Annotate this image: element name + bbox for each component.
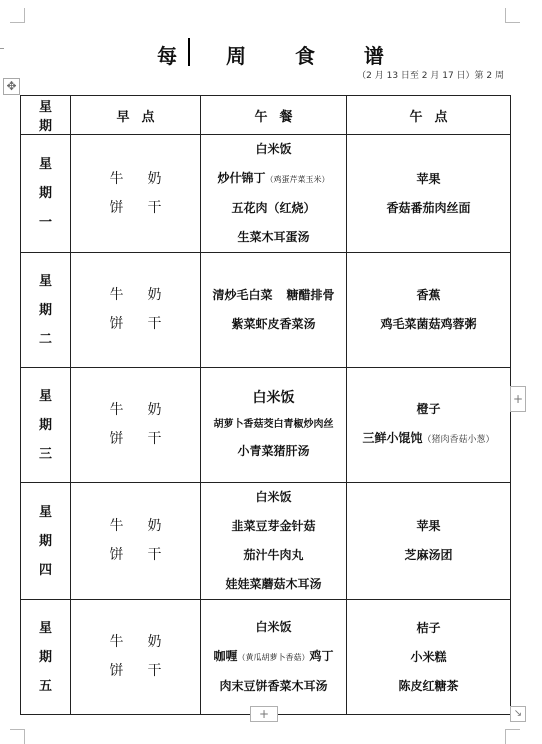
- day-char: 星: [38, 273, 52, 289]
- page-corner-mark: [10, 8, 25, 23]
- table-row: [21, 253, 511, 368]
- breakfast-cell[interactable]: [71, 135, 201, 253]
- breakfast-item: 饼干: [109, 547, 186, 563]
- lunch-item: 清炒毛白菜: [212, 288, 273, 302]
- day-char: 期: [38, 186, 52, 201]
- table-row: [21, 600, 511, 715]
- lunch-item: 小青菜猪肝汤: [237, 444, 310, 458]
- breakfast-cell[interactable]: [71, 483, 201, 600]
- day-char: 三: [38, 446, 52, 462]
- header-breakfast[interactable]: 早点: [71, 96, 201, 135]
- lunch-item: 白米饭: [255, 142, 292, 156]
- snack-item: 香菇番茄肉丝面: [386, 200, 471, 215]
- snack-cell[interactable]: [347, 483, 511, 600]
- snack-cell[interactable]: [347, 368, 511, 483]
- breakfast-item: 牛奶: [109, 287, 186, 303]
- lunch-note: （黄瓜胡萝卜香菇）: [237, 653, 310, 662]
- table-header-row: [21, 96, 511, 135]
- day-cell[interactable]: [21, 483, 71, 600]
- day-cell[interactable]: [21, 368, 71, 483]
- day-char: 星: [38, 620, 52, 636]
- add-row-button[interactable]: +: [250, 706, 278, 722]
- lunch-item: 白米饭: [252, 390, 295, 406]
- snack-cell[interactable]: [347, 600, 511, 715]
- day-char: 四: [38, 562, 52, 578]
- breakfast-item: 牛奶: [109, 634, 186, 650]
- snack-item: 香蕉: [416, 288, 441, 302]
- lunch-item: 韭菜豆芽金针菇: [231, 519, 316, 533]
- lunch-item: 咖喱: [213, 649, 238, 663]
- page-corner-mark: [505, 8, 520, 23]
- lunch-note: （鸡蛋芹菜玉米）: [265, 175, 330, 184]
- snack-item: 橙子: [416, 402, 441, 416]
- breakfast-item: 饼干: [109, 316, 186, 332]
- day-char: 期: [38, 649, 52, 665]
- breakfast-item: 牛奶: [109, 402, 186, 418]
- breakfast-item: 饼干: [109, 663, 186, 679]
- lunch-item: 炒什锦丁: [217, 171, 266, 185]
- menu-table: [20, 95, 511, 715]
- day-char: 期: [38, 533, 52, 549]
- header-snack[interactable]: 午点: [347, 96, 511, 135]
- page-corner-mark: [505, 729, 520, 744]
- lunch-cell[interactable]: [201, 253, 347, 368]
- day-char: 星: [38, 157, 52, 172]
- snack-cell[interactable]: [347, 135, 511, 253]
- table-row: [21, 483, 511, 600]
- header-day[interactable]: 星期: [21, 96, 71, 135]
- lunch-item: 紫菜虾皮香菜汤: [231, 317, 316, 331]
- lunch-item: 茄汁牛肉丸: [243, 548, 304, 562]
- day-cell[interactable]: [21, 135, 71, 253]
- snack-item: 小米糕: [410, 649, 447, 664]
- day-cell[interactable]: [21, 253, 71, 368]
- breakfast-item: 饼干: [109, 199, 186, 216]
- snack-item: 芝麻汤团: [404, 548, 453, 562]
- lunch-cell[interactable]: [201, 600, 347, 715]
- lunch-item: 白米饭: [255, 490, 292, 504]
- day-char: 期: [38, 417, 52, 433]
- date-range[interactable]: （2 月 13 日至 2 月 17 日）第 2 周: [357, 71, 504, 81]
- snack-note: （猪肉香菇小葱）: [422, 435, 495, 445]
- lunch-item: 娃娃菜蘑菇木耳汤: [225, 577, 322, 591]
- day-char: 五: [38, 678, 52, 694]
- lunch-item: 肉末豆饼香菜木耳汤: [219, 679, 328, 693]
- snack-item: 陈皮红糖茶: [398, 678, 459, 693]
- snack-cell[interactable]: [347, 253, 511, 368]
- breakfast-cell[interactable]: [71, 368, 201, 483]
- table-resize-handle-icon[interactable]: ↘: [510, 706, 526, 722]
- lunch-item: 鸡丁: [309, 649, 334, 663]
- snack-item: 苹果: [416, 519, 441, 533]
- lunch-cell[interactable]: [201, 135, 347, 253]
- breakfast-cell[interactable]: [71, 253, 201, 368]
- header-lunch[interactable]: 午餐: [201, 96, 347, 135]
- table-row: [21, 135, 511, 253]
- lunch-item: 五花肉（红烧）: [231, 201, 316, 215]
- day-char: 二: [38, 331, 52, 347]
- lunch-cell[interactable]: [201, 483, 347, 600]
- table-move-handle-icon[interactable]: ✥: [3, 78, 20, 95]
- snack-item: 鸡毛菜菌菇鸡蓉粥: [380, 317, 477, 331]
- lunch-cell[interactable]: [201, 368, 347, 483]
- snack-item: 苹果: [416, 171, 441, 186]
- lunch-item: 白米饭: [255, 620, 292, 634]
- page-title[interactable]: 每 周 食 谱: [157, 44, 405, 68]
- lunch-item: 生菜木耳蛋汤: [237, 230, 310, 244]
- snack-item: 桔子: [416, 620, 441, 635]
- day-char: 期: [38, 302, 52, 318]
- day-char: 星: [38, 388, 52, 404]
- breakfast-item: 牛奶: [109, 170, 186, 187]
- add-column-button[interactable]: +: [510, 386, 526, 412]
- day-cell[interactable]: [21, 600, 71, 715]
- day-char: 一: [38, 215, 52, 230]
- breakfast-item: 饼干: [109, 431, 186, 447]
- lunch-item: 胡萝卜香菇茭白青椒炒肉丝: [213, 419, 334, 430]
- table-row: [21, 368, 511, 483]
- day-char: 星: [38, 504, 52, 520]
- breakfast-item: 牛奶: [109, 518, 186, 534]
- lunch-item: 糖醋排骨: [286, 288, 335, 302]
- breakfast-cell[interactable]: [71, 600, 201, 715]
- page-corner-mark: [10, 729, 25, 744]
- snack-item: 三鲜小馄饨: [362, 431, 423, 445]
